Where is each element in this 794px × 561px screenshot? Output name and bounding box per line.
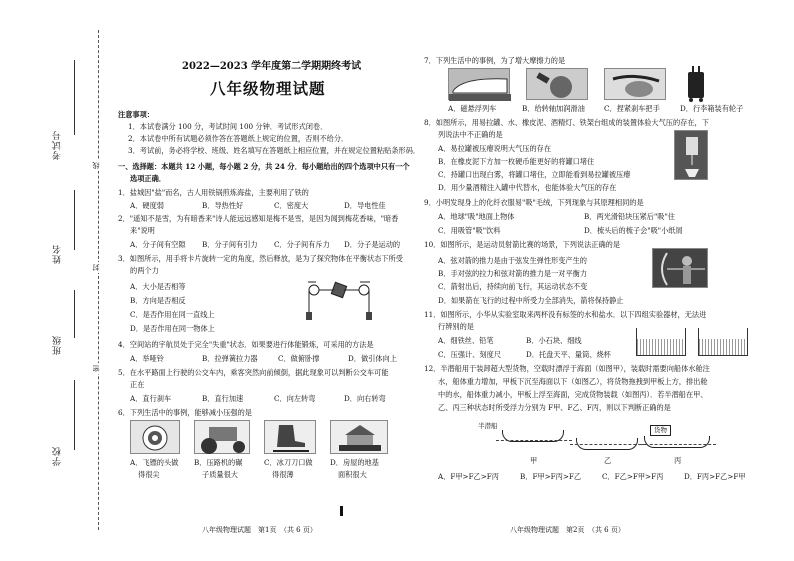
q5-stem-cont: 正在 bbox=[130, 380, 145, 389]
q10-stem: 10．如图所示，是运动员射箭比赛的场景，下列说法正确的是 bbox=[424, 240, 621, 249]
q7-opt-a: A．磁悬浮列车 bbox=[448, 104, 497, 113]
q11-stem: 11．如图所示，小华从实验室取来两杯没有标签的水和盐水．以下四组实验器材，无法进 bbox=[424, 310, 707, 319]
q6-opt-c-cont: 得很薄 bbox=[272, 470, 294, 479]
class-label: 班级 bbox=[53, 335, 63, 355]
q7-opt-b: B．给转轴加润滑油 bbox=[522, 104, 585, 113]
q6-opt-b-cont: 子质量很大 bbox=[202, 470, 238, 479]
q12-opt-d: D．F丙>F乙>F甲 bbox=[684, 472, 746, 481]
q7-opt-c: C．捏紧刹车把手 bbox=[604, 104, 660, 113]
q11-opt-d: D．托盘天平、量筒、烧杯 bbox=[526, 350, 611, 359]
q12-opt-c: C．F乙>F甲>F丙 bbox=[602, 472, 664, 481]
q10-opt-a: A．弦对箭的推力是由于弦发生弹性形变产生的 bbox=[438, 256, 587, 265]
q2-opt-d: D．分子是运动的 bbox=[344, 240, 401, 249]
house-foundation-image bbox=[330, 420, 388, 454]
q12-opt-a: A．F甲>F乙>F丙 bbox=[438, 472, 499, 481]
name-label: 姓名 bbox=[53, 244, 63, 264]
ice-skate-image bbox=[264, 420, 316, 454]
q10-opt-d: D．如果箭在飞行的过程中所受力全部消失，箭将保持静止 bbox=[438, 296, 624, 305]
dart-image bbox=[130, 420, 180, 454]
binding-margin bbox=[0, 0, 112, 561]
school-label: 学校 bbox=[53, 446, 63, 466]
note-3: 3．考试前，务必将学校、班级、姓名填写在答题纸上相应位置，并在规定位置粘贴条形码． bbox=[128, 146, 421, 155]
q12-stem-1: 12．半潜船用于装卸超大型货物，空载时漂浮于海面（如图甲），装载时需要向船体水舱注 bbox=[424, 364, 710, 373]
q2-opt-a: A．分子间有空隙 bbox=[130, 240, 186, 249]
q11-stem-cont: 行辨别的是 bbox=[438, 322, 474, 331]
q7-stem: 7．下列生活中的事例，为了增大摩擦力的是 bbox=[424, 56, 566, 65]
fig-label-yi: 乙 bbox=[604, 456, 612, 465]
q2-stem-cont: 来"说明 bbox=[130, 226, 155, 235]
q2-stem: 2．"遥知不是雪，为有暗香来"诗人能远远感知是梅不是雪，是因为闻到梅花香味，"暗香 bbox=[118, 214, 399, 223]
q8-opt-c: C．持罐口出现白雾，将罐口堵住，立即能看到易拉罐被压瘪 bbox=[438, 170, 631, 179]
mark-secret: 密 bbox=[92, 365, 100, 372]
q5-stem: 5．在水平路面上行驶的公交车内，乘客突然向前倾倒，据此现象可以判断公交车可能 bbox=[118, 368, 389, 377]
q10-opt-c: C．箭射出后，持续向前飞行，其运动状态不变 bbox=[438, 282, 588, 291]
q1-opt-b: B．导热性好 bbox=[202, 201, 244, 210]
maglev-train-image bbox=[448, 68, 510, 100]
suitcase-image bbox=[682, 66, 710, 102]
q9-stem: 9．小明发现身上的化纤衣服易"吸"毛绒，下列现象与其原理相同的是 bbox=[424, 198, 644, 207]
q6-opt-a-cont: 得很尖 bbox=[138, 470, 160, 479]
q1-stem: 1．盐城因"盐"而名，古人用铁锅煎炼海盐，主要利用了铁的 bbox=[118, 188, 309, 197]
q7-opt-d: D．行李箱装有轮子 bbox=[680, 104, 744, 113]
q9-opt-d: D．梳头后的梳子会"吸"小纸屑 bbox=[584, 226, 683, 235]
q6-opt-d: D．房屋的地基 bbox=[330, 458, 379, 467]
q4-opt-a: A．举哑铃 bbox=[130, 354, 164, 363]
q6-opt-a: A．飞镖的头做 bbox=[130, 458, 179, 467]
q5-opt-d: D．向右转弯 bbox=[344, 394, 386, 403]
footer-page-1: 八年级物理试题 第1页 （共 6 页） bbox=[202, 526, 317, 534]
q5-opt-b: B．直行加速 bbox=[202, 394, 244, 403]
ship-bing bbox=[644, 436, 710, 448]
page-2 bbox=[418, 0, 790, 561]
archery-image bbox=[652, 248, 708, 288]
q4-opt-c: C．做俯卧撑 bbox=[278, 354, 320, 363]
mark-line: 线 bbox=[92, 162, 100, 169]
fig-label-jia: 甲 bbox=[530, 456, 538, 465]
section1-heading: 一、选择题：本题共 12 小题，每小题 2 分，共 24 分．每小题给出的四个选项中只有一个 bbox=[118, 162, 410, 171]
q6-stem: 6．下列生活中的事例，能够减小压强的是 bbox=[118, 408, 252, 417]
q3-opt-c: C．是否作用在同一直线上 bbox=[130, 310, 215, 319]
q11-opt-a: A．细铁丝、铅笔 bbox=[438, 336, 494, 345]
lubricating-shaft-image bbox=[526, 68, 588, 100]
q1-opt-c: C．密度大 bbox=[274, 201, 309, 210]
name-line bbox=[74, 190, 75, 250]
main-title: 八年级物理试题 bbox=[210, 79, 326, 98]
cargo-label: 货物 bbox=[650, 425, 671, 436]
q3-opt-b: B．方向是否相反 bbox=[130, 296, 186, 305]
q9-opt-a: A．地球"吸"地面上物体 bbox=[438, 212, 515, 221]
q4-stem: 4．空间站的宇航员处于完全"失重"状态．如果要进行体能锻炼，可采用的方法是 bbox=[118, 340, 374, 349]
q5-opt-c: C．向左转弯 bbox=[274, 394, 316, 403]
q8-opt-b: B．在橡皮泥下方加一枚硬币能更好的将罐口堵住 bbox=[438, 157, 595, 166]
waterline-jia bbox=[496, 440, 572, 441]
q9-opt-b: B．两光滑铅块压紧后"吸"住 bbox=[584, 212, 675, 221]
brake-lever-image bbox=[604, 68, 666, 100]
footer-page-2: 八年级物理试题 第2页 （共 6 页） bbox=[510, 526, 625, 534]
road-roller-image bbox=[194, 420, 250, 454]
cut-line bbox=[98, 30, 99, 530]
q11-opt-c: C．压强计、刻度尺 bbox=[438, 350, 502, 359]
exam-number-line bbox=[74, 60, 75, 135]
note-1: 1．本试卷满分 100 分，考试时间 100 分钟．考试形式闭卷． bbox=[128, 122, 328, 131]
class-line bbox=[74, 290, 75, 338]
ship-label: 半潜船 bbox=[478, 422, 498, 430]
q12-stem-2: 水，船体重力增加，甲板下沉至海面以下（如图乙），将货物拖拽到甲板上方，排出舱 bbox=[438, 377, 708, 386]
q8-stem-cont: 列说法中不正确的是 bbox=[438, 130, 503, 139]
q6-opt-b: B．压路机的碾 bbox=[194, 458, 243, 467]
q3-opt-a: A．大小是否相等 bbox=[130, 282, 186, 291]
waterline-yi bbox=[570, 444, 646, 445]
section1-heading-cont: 选项正确． bbox=[130, 174, 166, 183]
exam-number-label: 考试号 bbox=[53, 130, 63, 160]
beaker-water bbox=[636, 328, 686, 356]
q12-stem-4: 乙、丙三种状态时所受浮力分别为 F甲、F乙、F丙，则以下判断正确的是 bbox=[438, 403, 671, 412]
mark-seal: 封 bbox=[92, 264, 100, 271]
q3-stem-cont: 的两个力 bbox=[130, 266, 159, 275]
q8-opt-d: D．用少量酒精注入罐中代替水，也能体验大气压的存在 bbox=[438, 183, 617, 192]
notes-heading: 注意事项： bbox=[118, 110, 154, 119]
page-1 bbox=[112, 0, 421, 561]
beaker-salt-water bbox=[698, 328, 748, 356]
can-apparatus-image bbox=[674, 130, 708, 180]
q5-opt-a: A．直行刹车 bbox=[130, 394, 172, 403]
q9-opt-c: C．用吸管"吸"饮料 bbox=[438, 226, 501, 235]
school-line bbox=[74, 380, 75, 450]
q12-opt-b: B．F甲>F丙>F乙 bbox=[520, 472, 582, 481]
q8-stem: 8．如图所示，用易拉罐、水、橡皮泥、酒精灯、铁架台组成的装置体验大气压的存在，下 bbox=[424, 118, 709, 127]
q2-opt-c: C．分子间有斥力 bbox=[274, 240, 330, 249]
center-mark bbox=[340, 506, 343, 516]
q2-opt-b: B．分子间有引力 bbox=[202, 240, 258, 249]
q1-opt-a: A．硬度弱 bbox=[130, 201, 164, 210]
fig-label-bing: 丙 bbox=[674, 456, 682, 465]
q8-opt-a: A．易拉罐被压瘪说明大气压的存在 bbox=[438, 144, 552, 153]
q11-opt-b: B．小石块、细线 bbox=[526, 336, 582, 345]
q4-opt-b: B．拉弹簧拉力器 bbox=[202, 354, 258, 363]
card-pulley-figure bbox=[304, 278, 376, 326]
q6-opt-d-cont: 面积很大 bbox=[338, 470, 367, 479]
q4-opt-d: D．做引体向上 bbox=[348, 354, 397, 363]
q10-opt-b: B．手对弦的拉力和弦对箭的推力是一对平衡力 bbox=[438, 269, 588, 278]
waterline-bing bbox=[640, 444, 716, 445]
note-2: 2．本试卷中所有试题必须作答在答题纸上规定的位置，否则不给分． bbox=[128, 134, 349, 143]
exam-title: 2022—2023 学年度第二学期期终考试 bbox=[182, 61, 362, 72]
q6-opt-c: C．冰刀刀口做 bbox=[264, 458, 313, 467]
q1-opt-d: D．导电性佳 bbox=[344, 201, 386, 210]
q3-stem: 3．如图所示，用手将卡片旋转一定的角度，然后释放，是为了探究物体在平衡状态下所受 bbox=[118, 254, 403, 263]
q3-opt-d: D．是否作用在同一物体上 bbox=[130, 324, 215, 333]
q12-stem-3: 中的水，船体重力减小，甲板上浮至海面，完成货物装载（如图丙）．若半潜船在甲、 bbox=[438, 390, 708, 399]
